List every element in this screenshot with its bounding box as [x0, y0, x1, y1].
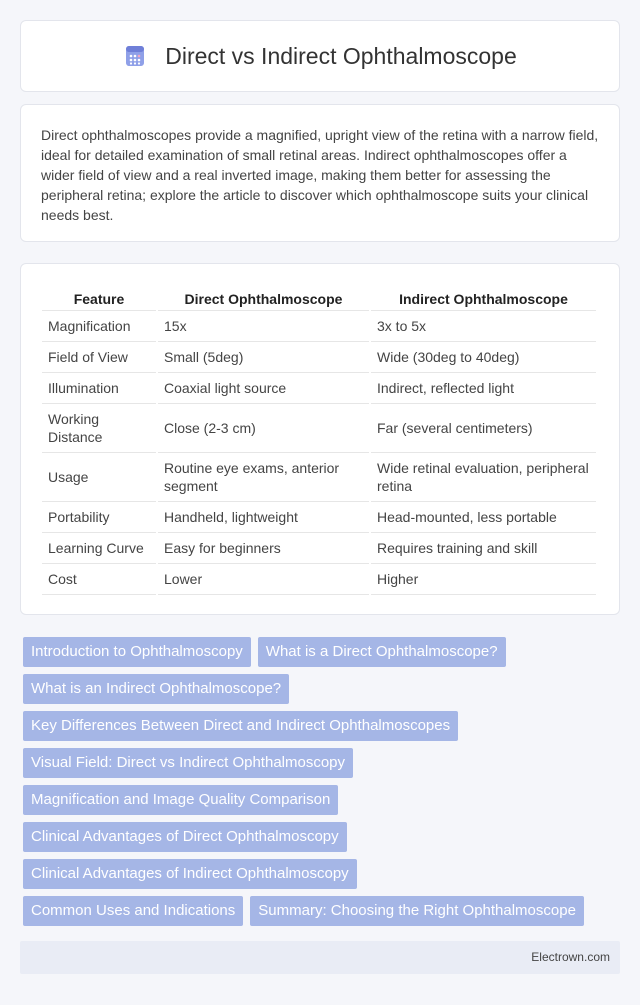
table-cell: 15x — [158, 311, 369, 342]
table-row — [42, 404, 596, 453]
table-cell: Wide (30deg to 40deg) — [371, 342, 596, 373]
table-row — [42, 533, 596, 564]
link-key-differences[interactable]: Key Differences Between Direct and Indirect Ophthalmoscopes — [23, 711, 458, 741]
table-cell: Working Distance — [42, 404, 156, 453]
table-header-row — [42, 284, 596, 311]
link-introduction[interactable]: Introduction to Ophthalmoscopy — [23, 637, 251, 667]
table-cell: Close (2-3 cm) — [158, 404, 369, 453]
link-indirect-advantages[interactable]: Clinical Advantages of Indirect Ophthalmoscopy — [23, 859, 357, 889]
table-header: Feature — [42, 284, 156, 311]
comparison-table — [40, 284, 598, 595]
link-common-uses[interactable]: Common Uses and Indications — [23, 896, 243, 926]
link-direct-advantages[interactable]: Clinical Advantages of Direct Ophthalmoscopy — [23, 822, 347, 852]
table-cell: Magnification — [42, 311, 156, 342]
table-cell: Far (several centimeters) — [371, 404, 596, 453]
link-direct-ophthalmoscope[interactable]: What is a Direct Ophthalmoscope? — [258, 637, 506, 667]
table-cell: Wide retinal evaluation, peripheral retina — [371, 453, 596, 502]
table-cell: Routine eye exams, anterior segment — [158, 453, 369, 502]
table-cell: Cost — [42, 564, 156, 595]
table-cell: Coaxial light source — [158, 373, 369, 404]
table-cell: Small (5deg) — [158, 342, 369, 373]
table-cell: Requires training and skill — [371, 533, 596, 564]
table-cell: Lower — [158, 564, 369, 595]
table-cell: Portability — [42, 502, 156, 533]
table-header: Direct Ophthalmoscope — [158, 284, 369, 311]
comparison-table-card — [20, 263, 620, 615]
table-row — [42, 453, 596, 502]
link-indirect-ophthalmoscope[interactable]: What is an Indirect Ophthalmoscope? — [23, 674, 289, 704]
footer-text: Electrown.com — [531, 950, 610, 964]
link-magnification[interactable]: Magnification and Image Quality Comparison — [23, 785, 338, 815]
table-row — [42, 311, 596, 342]
table-cell: Field of View — [42, 342, 156, 373]
page-title: Direct vs Indirect Ophthalmoscope — [165, 42, 517, 69]
title-card — [20, 20, 620, 92]
intro-text: Direct ophthalmoscopes provide a magnified, upright view of the retina with a narrow field, ideal for detailed examination of small retinal areas. Indirect ophthalmoscopes offer a wider field of view and a real inverted image, making them better for assessing the peripheral retina; explore the article to discover which ophthalmoscope suits your clinical needs best. — [41, 127, 599, 223]
intro-card — [20, 104, 620, 242]
table-row — [42, 373, 596, 404]
table-cell: Indirect, reflected light — [371, 373, 596, 404]
table-cell: Head-mounted, less portable — [371, 502, 596, 533]
calculator-icon — [123, 44, 147, 68]
link-summary[interactable]: Summary: Choosing the Right Ophthalmoscope — [250, 896, 584, 926]
table-cell: Higher — [371, 564, 596, 595]
table-row — [42, 502, 596, 533]
footer — [20, 941, 620, 974]
table-cell: Learning Curve — [42, 533, 156, 564]
table-cell: Usage — [42, 453, 156, 502]
table-cell: 3x to 5x — [371, 311, 596, 342]
article-links — [23, 637, 623, 933]
table-cell: Illumination — [42, 373, 156, 404]
table-cell: Easy for beginners — [158, 533, 369, 564]
table-header: Indirect Ophthalmoscope — [371, 284, 596, 311]
link-visual-field[interactable]: Visual Field: Direct vs Indirect Ophthalmoscopy — [23, 748, 353, 778]
table-row — [42, 342, 596, 373]
table-cell: Handheld, lightweight — [158, 502, 369, 533]
table-row — [42, 564, 596, 595]
